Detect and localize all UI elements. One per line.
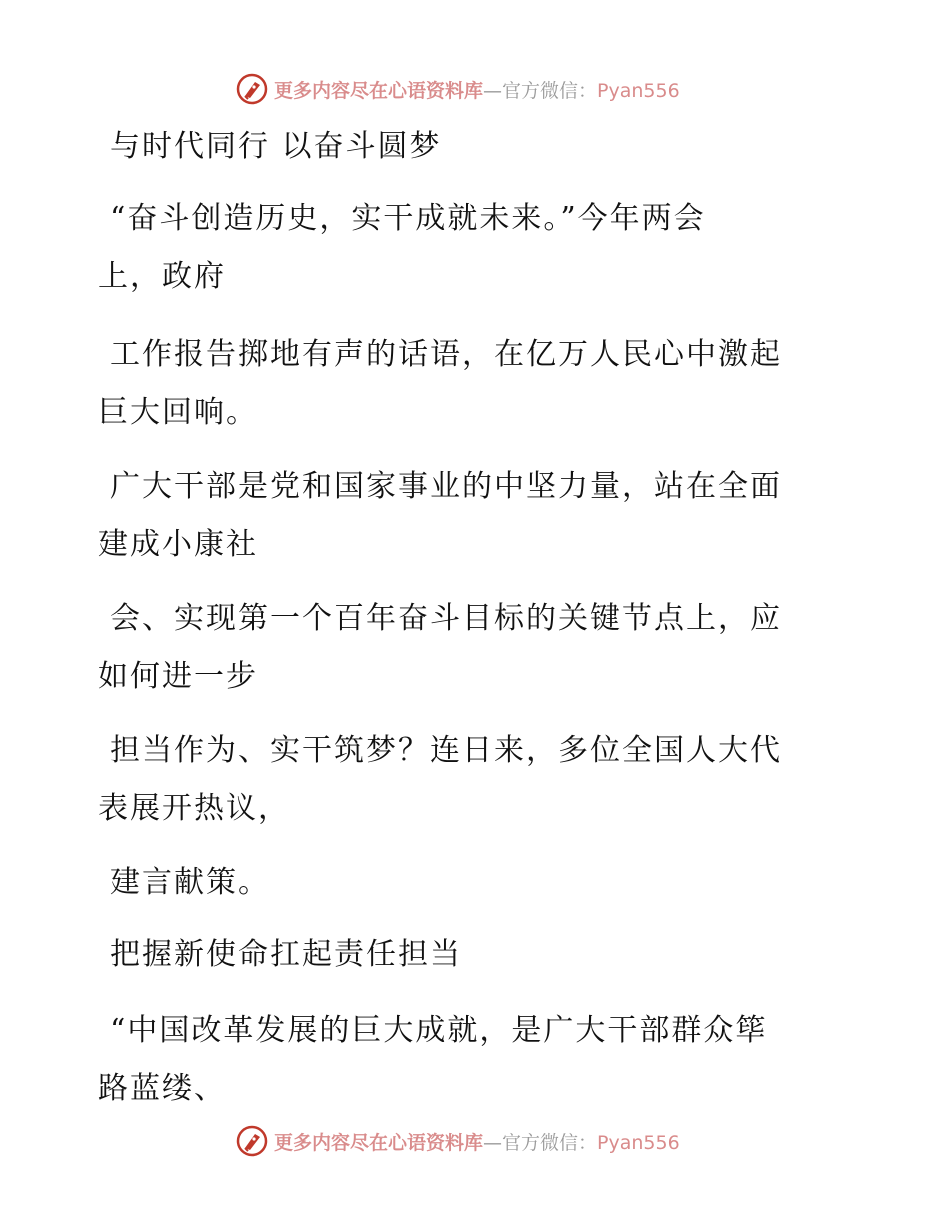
paragraph [98,326,838,442]
text-line: 建言献策。 [110,865,270,900]
text-line: 工作报告掷地有声的话语，在亿万人民心中激起 [110,337,782,372]
footer-banner [236,1124,716,1158]
text-line: 上，政府 [98,259,226,294]
text-line: “奋斗创造历史，实干成就未来。”今年两会 [110,201,706,236]
section-heading [98,926,838,984]
banner-wechat-id: Pyan556 [597,79,680,102]
text-line: 路蓝缕、 [98,1071,226,1106]
banner-text [274,1128,680,1155]
paragraph [98,722,838,838]
text-line: 巨大回响。 [98,395,258,430]
paragraph [98,854,838,912]
pen-nib-logo-icon [236,73,268,105]
text-line: 担当作为、实干筑梦？连日来，多位全国人大代 [110,733,782,768]
banner-sub-text: 官方微信： [502,1131,598,1154]
text-line: 与时代同行 以奋斗圆梦 [110,129,442,164]
banner-wechat-id: Pyan556 [597,1131,680,1154]
text-line: 表展开热议， [98,791,290,826]
paragraph [98,458,838,574]
banner-text [274,76,680,103]
text-line: 会、实现第一个百年奋斗目标的关键节点上，应 [110,601,782,636]
banner-sub-text: 官方微信： [502,79,598,102]
banner-separator: — [483,1131,503,1154]
banner-main-text: 更多内容尽在心语资料库 [274,1131,484,1154]
text-line: 如何进一步 [98,659,258,694]
text-line: 广大干部是党和国家事业的中坚力量，站在全面 [110,469,782,504]
banner-separator: — [483,79,503,102]
paragraph [98,1002,838,1118]
document-title [98,118,838,176]
text-line: 建成小康社 [98,527,258,562]
header-banner [236,72,716,106]
banner-main-text: 更多内容尽在心语资料库 [274,79,484,102]
paragraph [98,590,838,706]
text-line: 把握新使命扛起责任担当 [110,937,462,972]
text-line: “中国改革发展的巨大成就，是广大干部群众筚 [110,1013,768,1048]
pen-nib-logo-icon [236,1125,268,1157]
paragraph [98,190,838,306]
